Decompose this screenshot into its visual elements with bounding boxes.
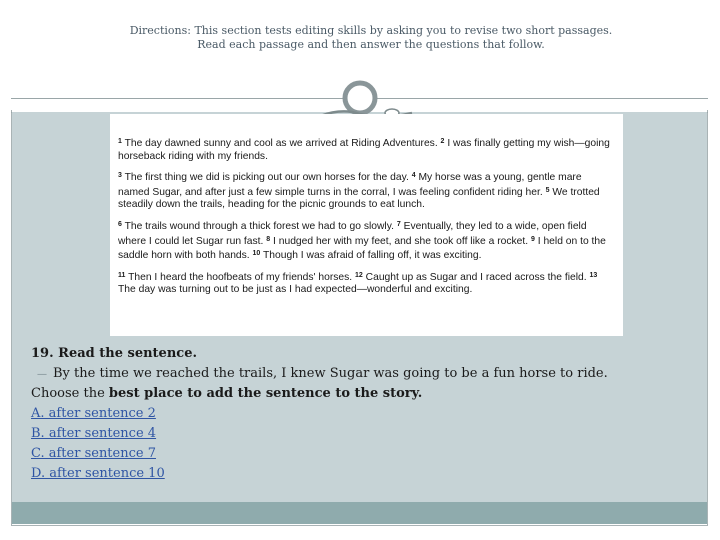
sentence-text: Though I was afraid of falling off, it was exciting. <box>260 250 482 262</box>
passage-paragraph <box>118 270 615 297</box>
sentence-number: 8 <box>266 235 271 243</box>
sentence-text: The day was turning out to be just as I had expected—wonderful and exciting. <box>118 284 473 296</box>
reading-passage <box>110 114 623 336</box>
sentence-number: 6 <box>118 220 122 228</box>
sentence-number: 1 <box>118 138 122 145</box>
question-sentence-text: By the time we reached the trails, I knew Sugar was going to be a fun horse to ride. <box>53 366 608 381</box>
sentence-number: 4 <box>411 172 416 180</box>
question-instruction <box>31 384 422 404</box>
question-title: 19. Read the sentence. <box>31 346 197 361</box>
sentence-text: I was finally getting my wish—going horseback riding with my friends. <box>118 138 610 162</box>
question-sentence <box>37 364 608 385</box>
answer-option-b[interactable]: B. after sentence 4 <box>31 426 157 441</box>
answer-option-d[interactable]: D. after sentence 10 <box>31 466 165 481</box>
directions-line-2: Read each passage and then answer the questions that follow. <box>197 38 545 51</box>
answer-option-c[interactable]: C. after sentence 7 <box>31 446 156 461</box>
answer-option-a[interactable]: A. after sentence 2 <box>31 406 156 421</box>
sentence-number: 13 <box>589 271 598 279</box>
footer-bar <box>12 502 707 524</box>
instruction-prefix: Choose the <box>31 386 109 401</box>
sentence-text: The first thing we did is picking out our own horses for the day. <box>121 172 412 184</box>
bullet-icon: — <box>37 369 47 380</box>
sentence-text: Then I heard the hoofbeats of my friends' horses. <box>125 271 355 283</box>
sentence-number: 9 <box>530 235 535 243</box>
passage-paragraph <box>118 136 615 163</box>
sentence-number: 5 <box>545 186 550 194</box>
sentence-text: Eventually, they led to a wide, open field where I could let Sugar run fast. <box>118 220 587 247</box>
sentence-text: We trotted steadily down the trails, heading for the picnic grounds to eat lunch. <box>118 186 600 211</box>
sentence-number: 11 <box>118 271 126 279</box>
sentence-number: 7 <box>396 220 401 228</box>
instruction-emphasis: best place to add the sentence to the story. <box>108 386 423 401</box>
sentence-text: My horse was a young, gentle mare named Sugar, and after just a few simple turns in the corral, I was feeling confident riding her. <box>118 172 582 198</box>
directions-text <box>71 24 671 52</box>
sentence-text: I held on to the saddle horn with both hands. <box>118 235 606 262</box>
sentence-number: 2 <box>440 138 445 145</box>
sentence-text: I nudged her with my feet, and she took off like a rocket. <box>270 235 531 247</box>
passage-paragraph <box>118 170 615 212</box>
sentence-number: 3 <box>118 172 122 180</box>
sentence-text: The trails wound through a thick forest we had to go slowly. <box>121 220 397 232</box>
passage-paragraph <box>118 219 615 263</box>
sentence-text: Caught up as Sugar and I raced across the field. <box>362 271 590 283</box>
sentence-number: 10 <box>252 250 261 258</box>
sentence-text: The day dawned sunny and cool as we arrived at Riding Adventures. <box>121 138 441 149</box>
directions-line-1: Directions: This section tests editing skills by asking you to revise two short passages. <box>129 24 613 37</box>
sentence-number: 12 <box>355 271 363 279</box>
